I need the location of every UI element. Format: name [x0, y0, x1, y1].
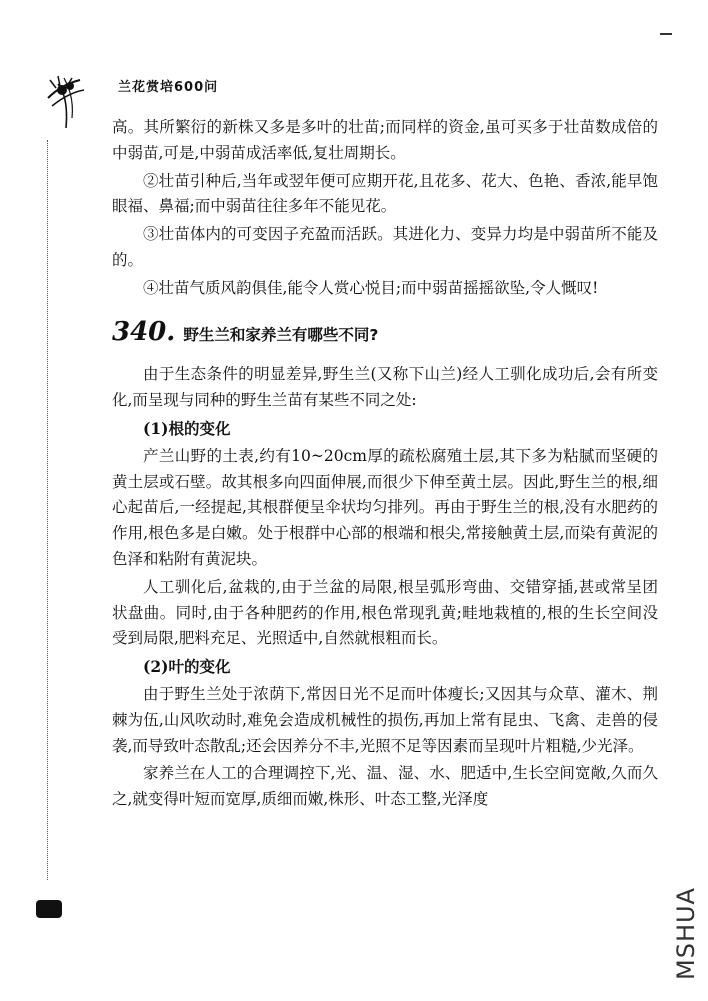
margin-dotted-line: [47, 140, 48, 880]
point-4: ④壮苗气质风韵俱佳,能令人赏心悦目;而中弱苗摇摇欲坠,令人慨叹!: [143, 278, 599, 297]
running-header-title: 兰花赏培600问: [118, 80, 219, 95]
question-number: 340.: [112, 316, 176, 347]
point-3: ③壮苗体内的可变因子充盈而活跃。其进化力、变异力均是中弱苗所不能及的。: [112, 225, 658, 269]
intro-paragraph: 由于生态条件的明显差异,野生兰(又称下山兰)经人工驯化成功后,会有所变化,而呈现与同种的野生兰苗有某些不同之处:: [112, 365, 658, 410]
question-title: 野生兰和家养兰有哪些不同?: [183, 325, 379, 344]
leaves-paragraph-1: 由于野生兰处于浓荫下,常因日光不足而叶体瘦长;又因其与众草、灌木、荆棘为伍,山风吹动时,难免会造成机械性的损伤,再加上常有昆虫、飞禽、走兽的侵袭,而导致叶态散乱;还会因养分不丰,光照不足等因素而呈现叶片粗糙,少光泽。: [112, 684, 658, 755]
page-body: [112, 115, 658, 815]
watermark-text: MSHUA: [672, 887, 700, 980]
page-number-mark: [36, 900, 62, 918]
top-right-mark: [660, 33, 672, 35]
question-heading: [112, 316, 658, 349]
point-2: ②壮苗引种后,当年或翌年便可应期开花,且花多、花大、色艳、香浓,能早饱眼福、鼻福;而中弱苗往往多年不能见花。: [112, 171, 658, 216]
roots-paragraph-1: 产兰山野的土表,约有10~20cm厚的疏松腐殖土层,其下多为粘腻而坚硬的黄土层或石壁。故其根多向四面伸展,而很少下伸至黄土层。因此,野生兰的根,细心起苗后,一经提起,其根群便呈伞状均匀排列。再由于野生兰的根,没有水肥药的作用,根色多是白嫩。处于根群中心部的根端和根尖,常接触黄土层,而染有黄泥的色泽和粘附有黄泥块。: [112, 446, 658, 568]
roots-paragraph-2: 人工驯化后,盆栽的,由于兰盆的局限,根呈弧形弯曲、交错穿插,甚或常呈团状盘曲。同时,由于各种肥药的作用,根色常现乳黄;畦地栽植的,根的生长空间没受到局限,肥料充足、光照适中,自然就根粗而长。: [112, 577, 658, 648]
paragraph-continued: 高。其所繁衍的新株又多是多叶的壮苗;而同样的资金,虽可买多于壮苗数成倍的中弱苗,可是,中弱苗成活率低,复壮周期长。: [112, 118, 658, 162]
section-heading-leaves: (2)叶的变化: [143, 657, 231, 677]
orchid-sketch-icon: [38, 58, 118, 138]
leaves-paragraph-2: 家养兰在人工的合理调控下,光、温、湿、水、肥适中,生长空间宽敞,久而久之,就变得叶短而宽厚,质细而嫩,株形、叶态工整,光泽度: [112, 764, 658, 809]
section-heading-roots: (1)根的变化: [143, 418, 231, 438]
